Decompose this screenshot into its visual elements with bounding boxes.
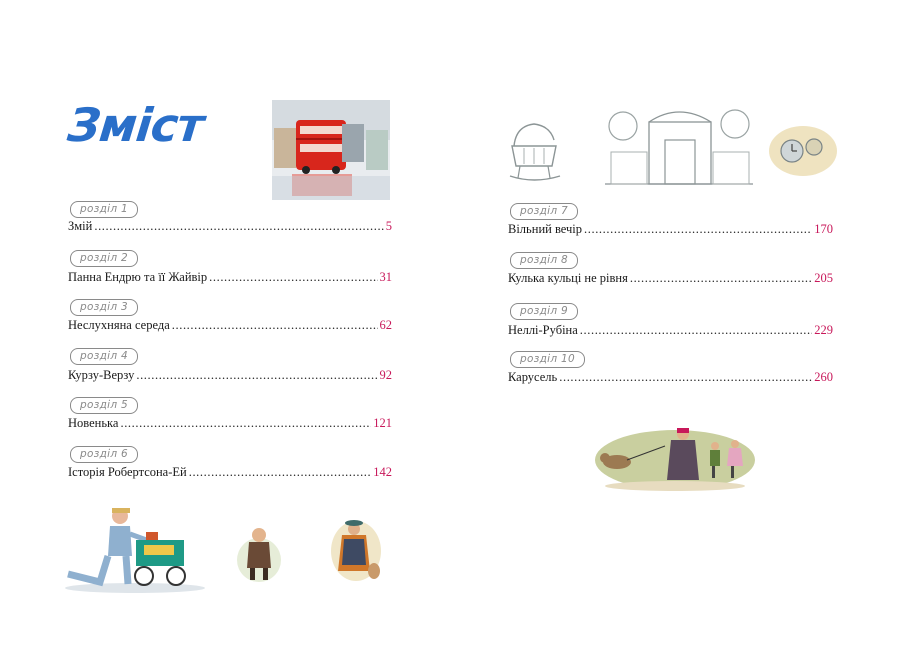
toc-entry[interactable] [508,370,833,385]
right-page [450,0,900,655]
chapter-badge: розділ 5 [70,397,138,414]
chapter-title: Змій [68,219,93,233]
leader-dots [580,323,812,338]
chapter-badge: розділ 6 [70,446,138,463]
clock-illustration [768,125,838,177]
leader-dots [172,318,378,333]
leader-dots [209,270,377,285]
page-number: 260 [814,370,833,384]
page-number: 62 [379,318,392,332]
chapter-title: Вільний вечір [508,222,583,236]
toc-entry[interactable] [508,271,833,286]
page-number: 205 [814,271,833,285]
chapter-badge: розділ 4 [70,348,138,365]
cradle-sketch [504,116,566,186]
chapter-title: Панна Ендрю та її Жайвір [68,270,208,284]
woman-with-bag-illustration [330,515,385,585]
park-gate-sketch [605,100,753,190]
walking-dog-family-illustration [595,420,755,492]
page-number: 229 [814,323,833,337]
leader-dots [189,465,372,480]
leader-dots [584,222,812,237]
leader-dots [94,219,383,234]
chapter-badge: розділ 1 [70,201,138,218]
chapter-title: Історія Робертсона-Ей [68,465,187,479]
chapter-badge: розділ 10 [510,351,585,368]
page-number: 170 [814,222,833,236]
toc-entry[interactable] [68,219,392,234]
chapter-badge: розділ 7 [510,203,578,220]
toc-entry[interactable] [508,323,833,338]
chapter-badge: розділ 3 [70,299,138,316]
chapter-badge: розділ 8 [510,252,578,269]
chapter-title: Неслухняна середа [68,318,170,332]
toc-entry[interactable] [68,465,392,480]
page-number: 5 [385,219,392,233]
chapter-title: Карусель [508,370,558,384]
toc-entry[interactable] [68,270,392,285]
chapter-title: Кулька кульці не рівня [508,271,628,285]
page-number: 142 [373,465,392,479]
chapter-badge: розділ 2 [70,250,138,267]
toc-entry[interactable] [68,318,392,333]
chapter-badge: розділ 9 [510,303,578,320]
page-title: Зміст [65,98,206,152]
leader-dots [630,271,812,286]
leader-dots [136,368,377,383]
page-number: 31 [379,270,392,284]
page-number: 121 [373,416,392,430]
toc-entry[interactable] [508,222,833,237]
page-number: 92 [379,368,392,382]
chapter-title: Неллі-Рубіна [508,323,578,337]
red-bus-illustration [272,100,390,200]
child-in-coat-illustration [235,522,283,584]
toc-entry[interactable] [68,368,392,383]
leader-dots [559,370,812,385]
leader-dots [120,416,371,431]
chapter-title: Курзу-Верзу [68,368,135,382]
toc-entry[interactable] [68,416,392,431]
chapter-title: Новенька [68,416,119,430]
ice-cream-man-illustration [60,504,210,594]
